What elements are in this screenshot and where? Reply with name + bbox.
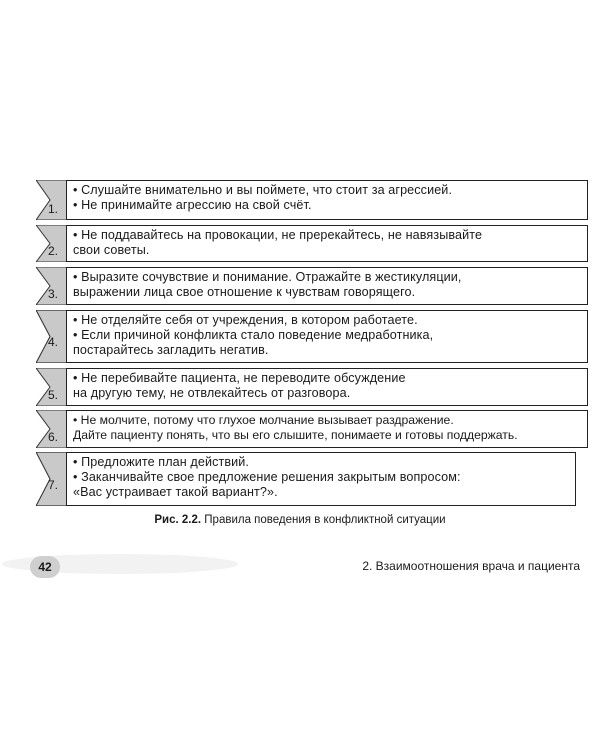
rule-row-1 xyxy=(36,180,588,220)
rule-text-box xyxy=(66,180,588,220)
rule-row-2 xyxy=(36,225,588,262)
rule-line: • Предложите план действий. xyxy=(73,455,250,469)
caption-label: Рис. 2.2. xyxy=(154,514,202,526)
rule-text-box xyxy=(66,410,588,448)
rule-number: 3. xyxy=(47,287,58,301)
rule-number: 2. xyxy=(47,244,58,258)
figure-caption xyxy=(0,514,600,526)
rule-line: Дайте пациенту понять, что вы его слышите, понимаете и готовы поддержать. xyxy=(73,428,518,442)
rule-line: • Слушайте внимательно и вы поймете, что стоит за агрессией. xyxy=(73,183,453,197)
rule-number: 7. xyxy=(47,478,58,492)
section-title: 2. Взаимоотношения врача и пациента xyxy=(362,559,580,573)
rule-line: • Не принимайте агрессию на свой счёт. xyxy=(73,198,312,212)
rule-row-4 xyxy=(36,310,588,363)
rule-line: • Не отделяйте себя от учреждения, в котором работаете. xyxy=(73,313,418,327)
rule-text-box xyxy=(66,452,576,506)
rule-line: • Не поддавайтесь на провокации, не пререкайтесь, не навязывайте xyxy=(73,228,483,242)
rule-row-3 xyxy=(36,267,588,305)
rule-number: 4. xyxy=(47,335,58,349)
rule-number: 1. xyxy=(47,202,58,216)
rule-line: на другую тему, не отвлекайтесь от разговора. xyxy=(73,386,351,400)
rule-text-box xyxy=(66,267,588,305)
rule-row-6 xyxy=(36,410,588,448)
rule-line: свои советы. xyxy=(73,243,150,257)
rule-line: • Если причиной конфликта стало поведение медработника, xyxy=(73,328,434,342)
rule-line: • Заканчивайте свое предложение решения закрытым вопросом: xyxy=(73,470,461,484)
rule-text-box xyxy=(66,310,588,363)
rule-text-box xyxy=(66,368,588,406)
rule-number: 5. xyxy=(47,388,58,402)
rule-line: • Не перебивайте пациента, не переводите обсуждение xyxy=(73,371,406,385)
rule-line: • Выразите сочувствие и понимание. Отражайте в жестикуляции, xyxy=(73,270,462,284)
rule-line: • Не молчите, потому что глухое молчание вызывает раздражение. xyxy=(73,413,454,427)
rule-line: постарайтесь загладить негатив. xyxy=(73,343,269,357)
caption-text: Правила поведения в конфликтной ситуации xyxy=(201,514,446,526)
rule-line: выражении лица свое отношение к чувствам говорящего. xyxy=(73,285,416,299)
rule-text-box xyxy=(66,225,588,262)
page-number-badge: 42 xyxy=(30,556,60,578)
rule-number: 6. xyxy=(47,430,58,444)
rule-row-7 xyxy=(36,452,588,506)
rule-row-5 xyxy=(36,368,588,406)
rule-line: «Вас устраивает такой вариант?». xyxy=(73,485,278,499)
